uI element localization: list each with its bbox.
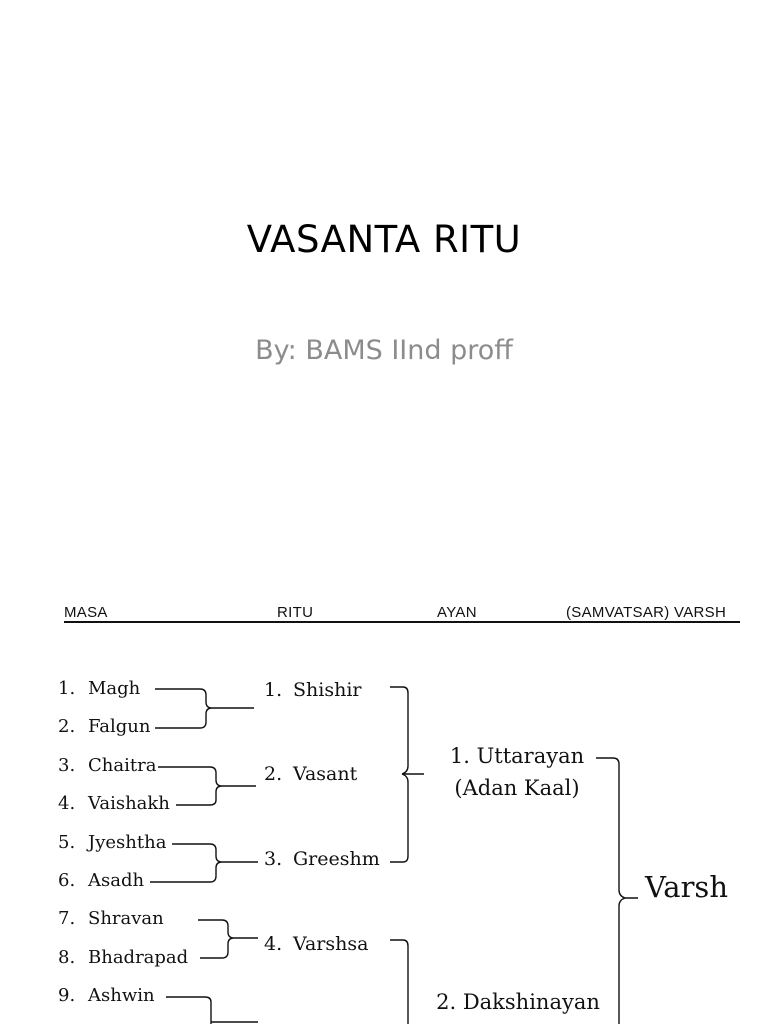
masa-item: 1. Magh <box>58 678 141 699</box>
masa-ritu-ayan-diagram <box>0 590 768 1024</box>
header-masa: MASA <box>64 604 108 621</box>
header-ritu: RITU <box>277 604 314 621</box>
masa-item: 5. Jyeshtha <box>58 832 167 853</box>
header-ayan: AYAN <box>437 604 477 621</box>
masa-item: 7. Shravan <box>58 908 164 929</box>
connector-brackets <box>0 590 768 1024</box>
header-varsh: (SAMVATSAR) VARSH <box>566 604 727 621</box>
ritu-item: 4. Varshsa <box>264 933 369 955</box>
ayan-uttarayan: 1. Uttarayan (Adan Kaal) <box>449 744 585 800</box>
varsh-label: Varsh <box>645 870 728 904</box>
ritu-item: 3. Greeshm <box>264 848 380 870</box>
slide-title: VASANTA RITU <box>246 218 522 261</box>
ayan-dakshinayan: 2. Dakshinayan <box>436 990 600 1014</box>
slide-subtitle: By: BAMS IInd proff <box>255 335 513 366</box>
masa-item: 3. Chaitra <box>58 755 157 776</box>
masa-item: 6. Asadh <box>58 870 145 891</box>
masa-item: 4. Vaishakh <box>58 793 170 814</box>
masa-item: 9. Ashwin <box>58 985 155 1006</box>
masa-item: 8. Bhadrapad <box>58 947 189 968</box>
ritu-item: 2. Vasant <box>264 763 358 785</box>
ritu-item: 1. Shishir <box>264 679 362 701</box>
masa-item: 2. Falgun <box>58 716 151 737</box>
